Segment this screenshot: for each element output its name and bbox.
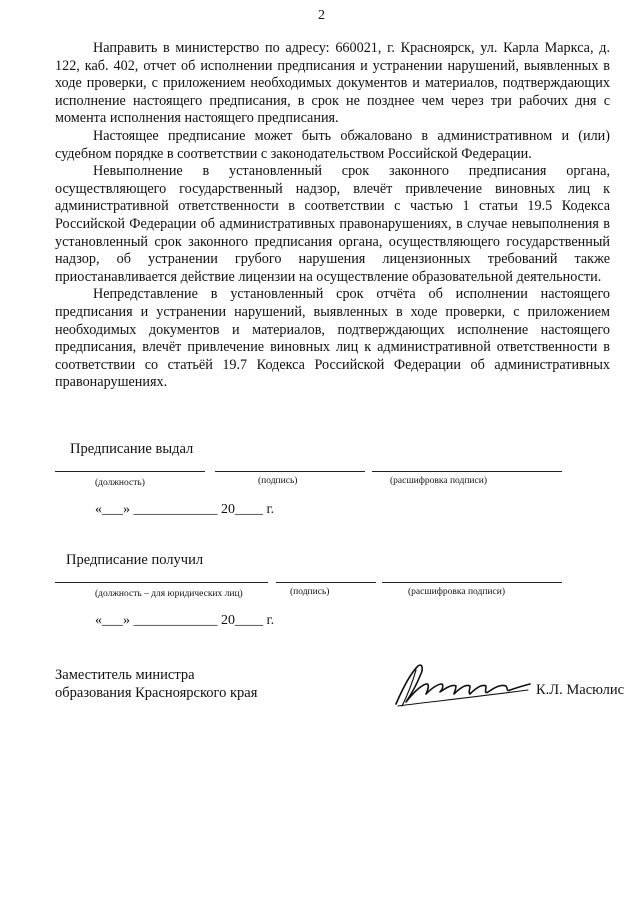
issued-position-line <box>55 471 205 472</box>
received-decoding-line <box>382 582 562 583</box>
received-label: Предписание получил <box>66 552 204 568</box>
received-position-caption: (должность – для юридических лиц) <box>95 589 243 599</box>
page-number: 2 <box>318 8 325 23</box>
official-title <box>55 666 257 702</box>
received-date-line: «___» ____________ 20____ г. <box>95 613 275 628</box>
received-decoding-caption: (расшифровка подписи) <box>408 587 505 597</box>
issued-date-line: «___» ____________ 20____ г. <box>95 502 275 517</box>
official-title-line-2: образования Красноярского края <box>55 685 258 701</box>
paragraph-report-instruction: Направить в министерство по адресу: 660021, г. Красноярск, ул. Карла Маркса, д. 122, каб. 402, отчет об исполнении предписания и устранении нарушений, выявленных в ходе проверки, с приложением необходимых документов и материалов, подтверждающих исполнение настоящего предписания, в срок не позднее чем через три рабочих дня с момента исполнения настоящего предписания. <box>55 40 610 127</box>
received-position-line <box>55 582 268 583</box>
document-body <box>55 40 610 392</box>
official-name: К.Л. Масюлис <box>536 682 625 698</box>
received-signature-caption: (подпись) <box>290 587 330 597</box>
paragraph-appeal: Настоящее предписание может быть обжаловано в административном и (или) судебном порядке в соответствии с законодательством Российской Федерации. <box>55 127 610 162</box>
received-signature-line <box>276 582 376 583</box>
paragraph-noncompliance: Невыполнение в установленный срок законного предписания органа, осуществляющего государственный надзор, влечёт привлечение виновных лиц к административной ответственности в соответствии с частью 1 статьи 19.5 Кодекса Российской Федерации об административных правонарушениях, в случае невыполнения в установленный срок законного предписания органа, осуществляющего государственный надзор, об устранении грубого нарушения лицензионных требований также приостанавливается действие лицензии на осуществление образовательной деятельности. <box>55 163 610 285</box>
paragraph-report-failure: Непредставление в установленный срок отчёта об исполнении настоящего предписания и устранении нарушений, выявленных в ходе проверки, с приложением необходимых документов и материалов, подтверждающих исполнение настоящего предписания, влечёт привлечение виновных лиц к административной ответственности в соответствии со статьёй 19.7 Кодекса Российской Федерации об административных правонарушениях. <box>55 286 610 391</box>
issued-signature-line <box>215 471 365 472</box>
issued-position-caption: (должность) <box>95 478 145 488</box>
handwritten-signature <box>388 660 538 712</box>
issued-label: Предписание выдал <box>70 441 194 457</box>
issued-decoding-line <box>372 471 562 472</box>
issued-signature-caption: (подпись) <box>258 476 298 486</box>
official-title-line-1: Заместитель министра <box>55 667 195 683</box>
issued-decoding-caption: (расшифровка подписи) <box>390 476 487 486</box>
